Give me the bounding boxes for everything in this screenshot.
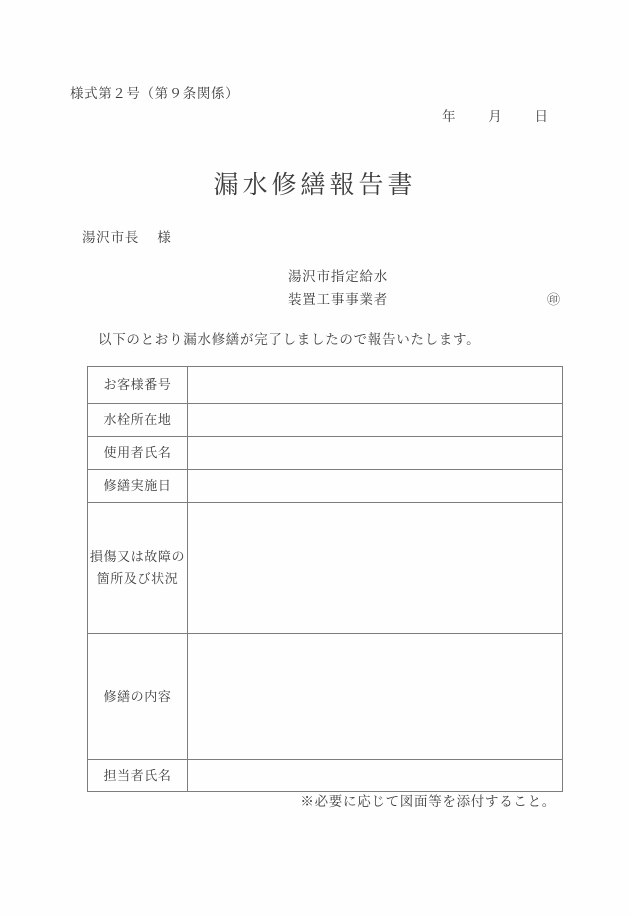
row-value-customer-number[interactable]	[188, 367, 563, 404]
date-day-label: 日	[534, 109, 548, 124]
contractor-line-2	[288, 288, 560, 311]
addressee	[82, 226, 172, 246]
table-row	[88, 404, 563, 437]
contractor-designation-line2: 装置工事事業者	[288, 292, 389, 307]
page-title: 漏水修繕報告書	[213, 172, 417, 199]
contractor-block	[288, 265, 560, 311]
date-month-label: 月	[488, 109, 502, 124]
row-value-repair-date[interactable]	[188, 470, 563, 503]
addressee-recipient: 湯沢市長	[82, 230, 140, 245]
row-label-repair-content: 修繕の内容	[88, 634, 188, 760]
contractor-line-1	[288, 265, 560, 288]
table-row	[88, 367, 563, 404]
row-label-repair-date: 修繕実施日	[88, 470, 188, 503]
row-label-damage-details	[88, 503, 188, 634]
table-row	[88, 760, 563, 792]
row-label-damage-details-line2: 箇所及び状況	[96, 571, 179, 586]
table-row	[88, 470, 563, 503]
form-code: 様式第２号（第９条関係）	[70, 86, 240, 101]
date-line	[0, 105, 548, 125]
table-row	[88, 634, 563, 760]
contractor-designation-line1: 湯沢市指定給水	[288, 269, 389, 284]
intro-statement: 以下のとおり漏水修繕が完了しましたので報告いたします。	[98, 332, 481, 347]
row-label-person-in-charge: 担当者氏名	[88, 760, 188, 792]
row-label-customer-number: お客様番号	[88, 367, 188, 404]
row-value-damage-details[interactable]	[188, 503, 563, 634]
row-label-tap-location: 水栓所在地	[88, 404, 188, 437]
table-row	[88, 503, 563, 634]
seal-icon: ㊞	[546, 292, 560, 307]
date-year-label: 年	[442, 109, 456, 124]
report-table	[87, 366, 563, 792]
table-row	[88, 437, 563, 470]
row-value-repair-content[interactable]	[188, 634, 563, 760]
addressee-honorific: 様	[157, 230, 172, 245]
row-value-user-name[interactable]	[188, 437, 563, 470]
footnote: ※必要に応じて図面等を添付すること。	[300, 794, 556, 809]
row-value-person-in-charge[interactable]	[188, 760, 563, 792]
row-value-tap-location[interactable]	[188, 404, 563, 437]
row-label-user-name: 使用者氏名	[88, 437, 188, 470]
row-label-damage-details-line1: 損傷又は故障の	[89, 549, 186, 564]
